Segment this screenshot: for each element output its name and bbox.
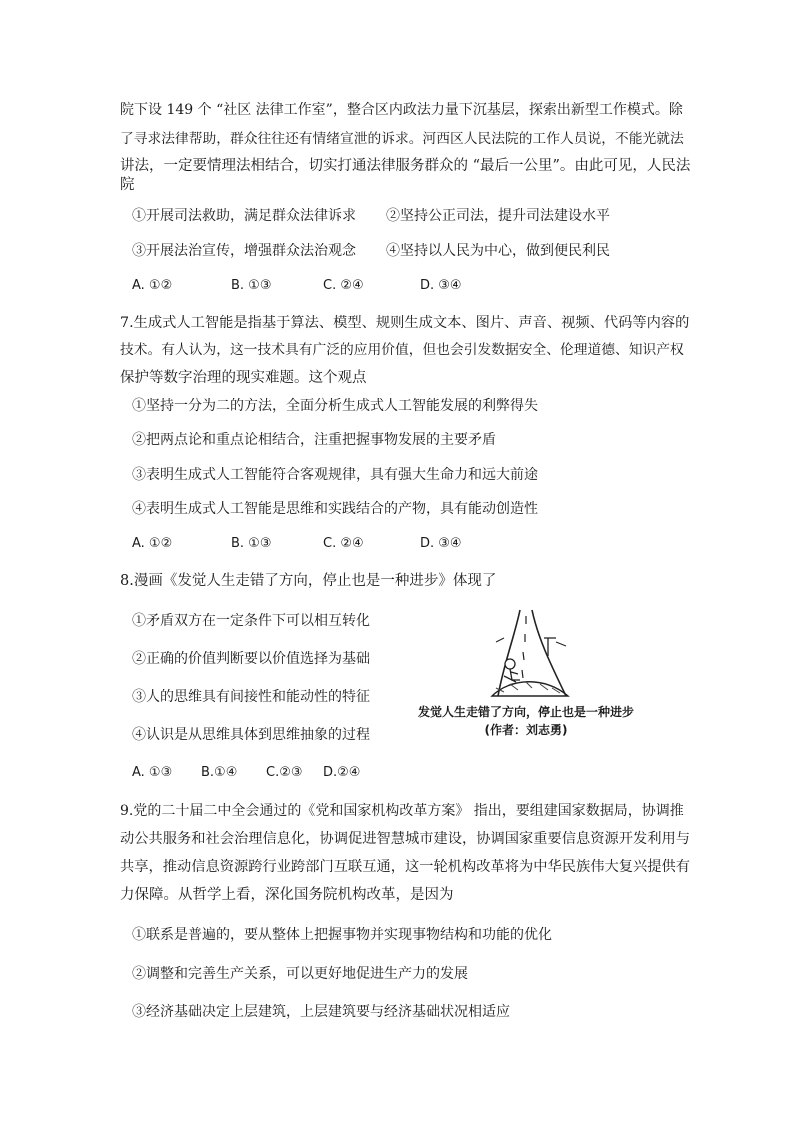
cartoon-author: (作者：刘志勇) bbox=[484, 723, 568, 737]
q8-option-d: D.②④ bbox=[323, 765, 361, 780]
q6-option-a: A. ①② bbox=[132, 278, 173, 293]
road-cartoon-icon bbox=[490, 608, 570, 698]
q8-stem: 8.漫画《发觉人生走错了方向，停止也是一种进步》体现了 bbox=[120, 573, 497, 589]
q7-stem-line-1: 7.生成式人工智能是指基于算法、模型、规则生成文本、图片、声音、视频、代码等内容的 bbox=[120, 315, 690, 331]
q7-option-d: D. ③④ bbox=[420, 536, 462, 551]
q6-item-1: ①开展司法救助，满足群众法律诉求 bbox=[132, 208, 356, 224]
q7-item-2: ②把两点论和重点论相结合，注重把握事物发展的主要矛盾 bbox=[132, 432, 496, 448]
q8-item-1: ①矛盾双方在一定条件下可以相互转化 bbox=[132, 613, 370, 629]
q9-stem-line-1: 9.党的二十届二中全会通过的《党和国家机构改革方案》 指出，要组建国家数据局，协调推 bbox=[120, 803, 684, 819]
q6-stem-line-1: 院下设 149 个 “社区 法律工作室”，整合区内政法力量下沉基层，探索出新型工作模式。除 bbox=[120, 102, 683, 118]
q8-option-c: C.②③ bbox=[266, 765, 303, 780]
q8-option-b: B.①④ bbox=[201, 765, 238, 780]
cartoon-caption: 发觉人生走错了方向，停止也是一种进步 bbox=[417, 705, 634, 719]
q6-item-3: ③开展法治宣传，增强群众法治观念 bbox=[132, 243, 356, 259]
q9-stem-line-3: 共享，推动信息资源跨行业跨部门互联互通，这一轮机构改革将为中华民族伟大复兴提供有 bbox=[120, 859, 691, 875]
q7-item-3: ③表明生成式人工智能符合客观规律，具有强大生命力和远大前途 bbox=[132, 467, 538, 483]
q7-item-4: ④表明生成式人工智能是思维和实践结合的产物，具有能动创造性 bbox=[132, 501, 538, 517]
q7-option-c: C. ②④ bbox=[323, 536, 364, 551]
q7-item-1: ①坚持一分为二的方法，全面分析生成式人工智能发展的利弊得失 bbox=[132, 398, 538, 414]
q9-item-2: ②调整和完善生产关系，可以更好地促进生产力的发展 bbox=[132, 966, 468, 982]
q8-item-3: ③人的思维具有间接性和能动性的特征 bbox=[132, 689, 370, 705]
q9-item-1: ①联系是普遍的，要从整体上把握事物并实现事物结构和功能的优化 bbox=[132, 927, 552, 943]
q7-stem-line-3: 保护等数字治理的现实难题。这个观点 bbox=[120, 370, 367, 386]
q8-option-a: A. ①③ bbox=[132, 765, 173, 780]
q6-option-b: B. ①③ bbox=[231, 278, 272, 293]
q6-stem-line-2: 了寻求法律帮助，群众往往还有情绪宣泄的诉求。河西区人民法院的工作人员说，不能光就法 bbox=[120, 131, 684, 147]
q6-item-2: ②坚持公正司法，提升司法建设水平 bbox=[386, 208, 610, 224]
q7-option-b: B. ①③ bbox=[231, 536, 272, 551]
cartoon-illustration bbox=[410, 608, 640, 698]
q8-item-2: ②正确的价值判断要以价值选择为基础 bbox=[132, 651, 370, 667]
q8-item-4: ④认识是从思维具体到思维抽象的过程 bbox=[132, 727, 370, 743]
q6-stem-line-3: 讲法，一定要情理法相结合，切实打通法律服务群众的 “最后一公里”。由此可见，人民法 bbox=[120, 158, 691, 174]
q9-item-3: ③经济基础决定上层建筑，上层建筑要与经济基础状况相适应 bbox=[132, 1004, 510, 1020]
q9-stem-line-2: 动公共服务和社会治理信息化，协调促进智慧城市建设，协调国家重要信息资源开发利用与 bbox=[120, 831, 691, 847]
q6-stem-line-4: 院 bbox=[120, 177, 135, 193]
q6-option-d: D. ③④ bbox=[420, 278, 462, 293]
q6-item-4: ④坚持以人民为中心，做到便民利民 bbox=[386, 243, 610, 259]
q7-stem-line-2: 技术。有人认为，这一技术具有广泛的应用价值，但也会引发数据安全、伦理道德、知识产权 bbox=[120, 342, 684, 358]
q6-option-c: C. ②④ bbox=[323, 278, 364, 293]
q9-stem-line-4: 力保障。从哲学上看，深化国务院机构改革，是因为 bbox=[120, 887, 454, 903]
q7-option-a: A. ①② bbox=[132, 536, 173, 551]
